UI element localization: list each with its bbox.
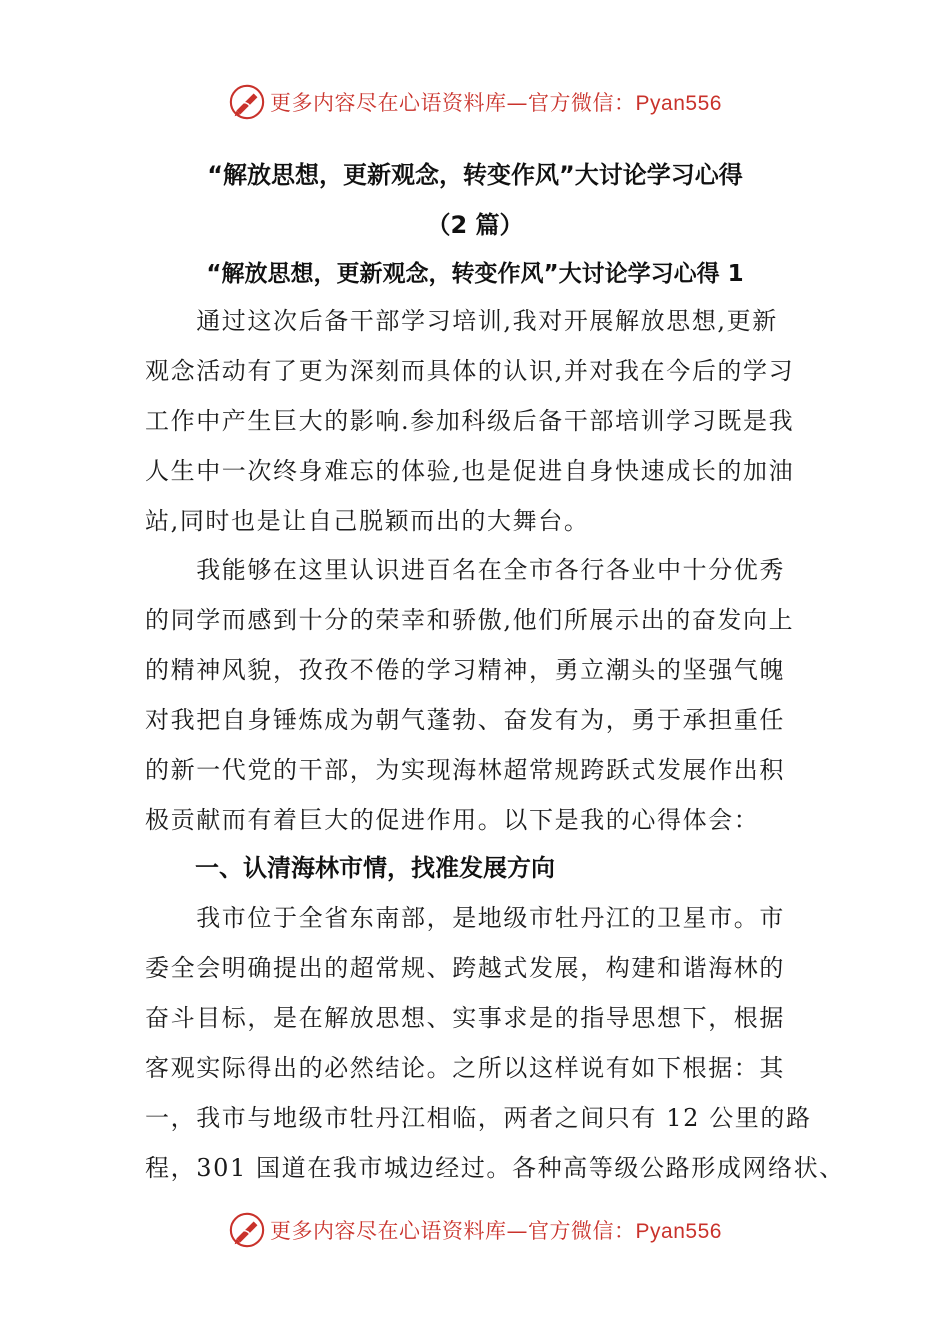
watermark-header: [0, 82, 950, 122]
pen-logo-icon: [228, 83, 266, 121]
section-heading: 一、认清海林市情，找准发展方向: [195, 854, 555, 882]
watermark-footer: [0, 1210, 950, 1250]
text-line: 极贡献而有着巨大的促进作用。以下是我的心得体会：: [145, 806, 760, 834]
text-line: 我能够在这里认识进百名在全市各行各业中十分优秀: [145, 556, 785, 584]
text-line: 奋斗目标，是在解放思想、实事求是的指导思想下，根据: [145, 1004, 785, 1032]
text-line: 人生中一次终身难忘的体验,也是促进自身快速成长的加油: [145, 457, 795, 485]
document-title: “解放思想，更新观念，转变作风”大讨论学习心得: [207, 161, 743, 189]
article-subtitle: “解放思想，更新观念，转变作风”大讨论学习心得 1: [206, 261, 744, 287]
text-line: 观念活动有了更为深刻而具体的认识,并对我在今后的学习: [145, 357, 795, 385]
pen-logo-icon: [228, 1211, 266, 1249]
text-line: 一，我市与地级市牡丹江相临，两者之间只有 12 公里的路: [145, 1104, 812, 1132]
text-line: 的新一代党的干部，为实现海林超常规跨跃式发展作出积: [145, 756, 785, 784]
text-line: 工作中产生巨大的影响.参加科级后备干部培训学习既是我: [145, 407, 795, 435]
watermark-text: 更多内容尽在心语资料库—官方微信：Pyan556: [270, 1219, 722, 1243]
document-title-count: （2 篇）: [426, 211, 524, 239]
text-line: 客观实际得出的必然结论。之所以这样说有如下根据：其: [145, 1054, 785, 1082]
text-line: 对我把自身锤炼成为朝气蓬勃、奋发有为，勇于承担重任: [145, 706, 785, 734]
text-line: 通过这次后备干部学习培训,我对开展解放思想,更新: [145, 307, 778, 335]
text-line: 的精神风貌，孜孜不倦的学习精神，勇立潮头的坚强气魄: [145, 656, 785, 684]
text-line: 我市位于全省东南部，是地级市牡丹江的卫星市。市: [145, 904, 785, 932]
watermark-text: 更多内容尽在心语资料库—官方微信：Pyan556: [270, 91, 722, 115]
text-line: 的同学而感到十分的荣幸和骄傲,他们所展示出的奋发向上: [145, 606, 795, 634]
text-line: 委全会明确提出的超常规、跨越式发展，构建和谐海林的: [145, 954, 785, 982]
text-line: 站,同时也是让自己脱颖而出的大舞台。: [145, 507, 590, 535]
text-line: 程，301 国道在我市城边经过。各种高等级公路形成网络状、: [145, 1154, 845, 1182]
